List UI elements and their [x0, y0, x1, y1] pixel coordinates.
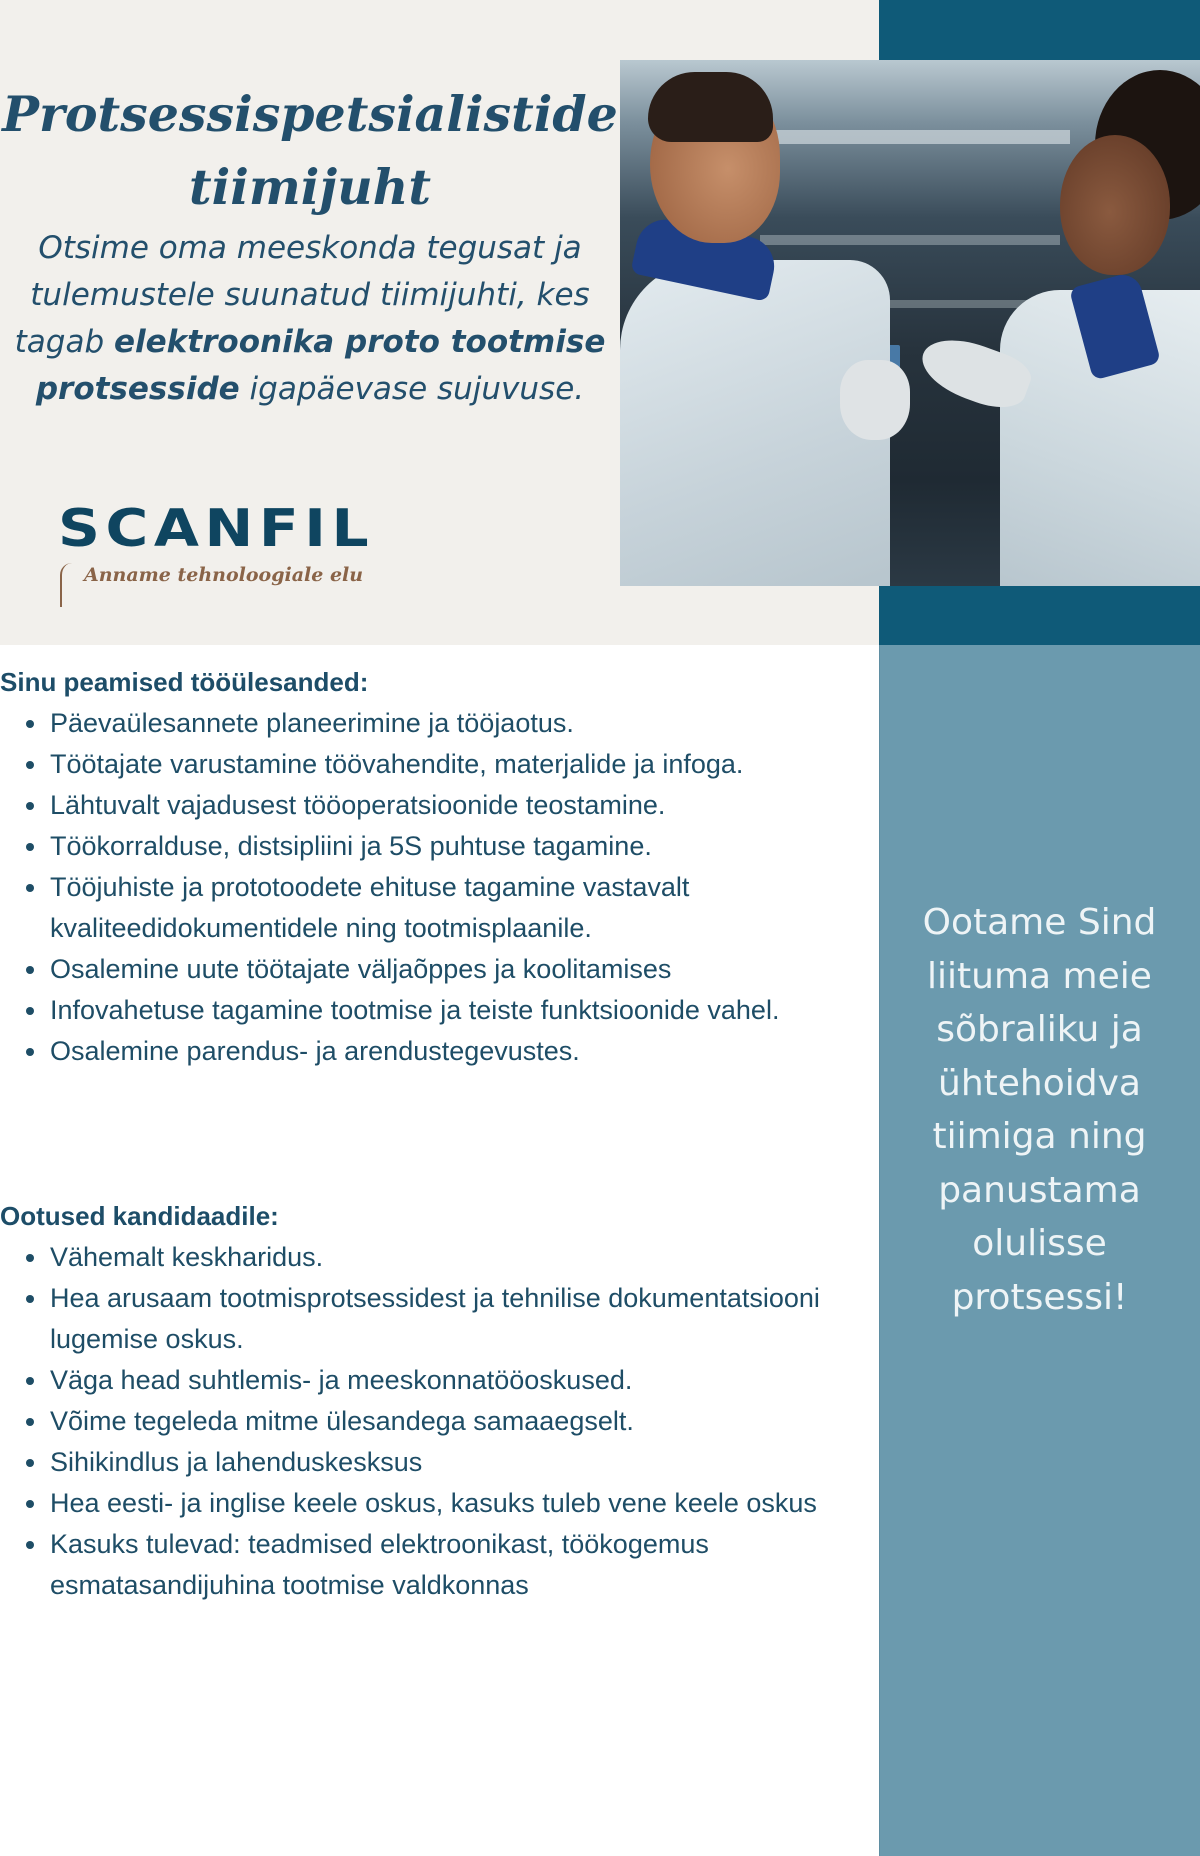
- intro-part1: Otsime oma meeskonda tegusat ja tulemustele suunatud tiimijuhti, kes tagab: [14, 230, 590, 360]
- team-photo: [620, 60, 1200, 586]
- photo-shelf: [760, 235, 1060, 245]
- list-item: Vähemalt keskharidus.: [50, 1237, 870, 1278]
- job-title: [0, 78, 620, 224]
- tasks-list: [0, 703, 870, 1072]
- tasks-section: [0, 662, 870, 1072]
- job-title-line1: Protsessispetsialistide: [2, 85, 618, 143]
- expectations-heading: Ootused kandidaadile:: [0, 1201, 279, 1231]
- list-item: Lähtuvalt vajadusest tööoperatsioonide teostamine.: [50, 785, 870, 826]
- tagline-stroke-icon: [60, 563, 72, 607]
- intro-text: [0, 225, 620, 413]
- list-item: Kasuks tulevad: teadmised elektroonikast, töökogemus esmatasandijuhina tootmise valdkonnas: [50, 1524, 870, 1606]
- list-item: Osalemine uute töötajate väljaõppes ja koolitamises: [50, 949, 870, 990]
- scanfil-logo: SCANFIL: [58, 499, 375, 559]
- job-title-line2: tiimijuht: [189, 158, 431, 216]
- invitation-text: Ootame Sind liituma meie sõbraliku ja ühtehoidva tiimiga ning panustama olulisse protsessi!: [922, 902, 1157, 1318]
- list-item: Sihikindlus ja lahenduskesksus: [50, 1442, 870, 1483]
- brand-tagline: Anname tehnoloogiale elu: [84, 564, 364, 586]
- list-item: Infovahetuse tagamine tootmise ja teiste funktsioonide vahel.: [50, 990, 870, 1031]
- list-item: Hea arusaam tootmisprotsessidest ja tehnilise dokumentatsiooni lugemise oskus.: [50, 1278, 870, 1360]
- list-item: Töötajate varustamine töövahendite, materjalide ja infoga.: [50, 744, 870, 785]
- tasks-heading: Sinu peamised tööülesanded:: [0, 667, 369, 697]
- list-item: Väga head suhtlemis- ja meeskonnatööoskused.: [50, 1360, 870, 1401]
- expectations-list: [0, 1237, 870, 1606]
- photo-glove: [840, 360, 910, 440]
- list-item: Hea eesti- ja inglise keele oskus, kasuks tuleb vene keele oskus: [50, 1483, 870, 1524]
- photo-person-right-head: [1060, 135, 1170, 275]
- list-item: Osalemine parendus- ja arendustegevustes.: [50, 1031, 870, 1072]
- photo-person-left-hair: [648, 72, 773, 142]
- list-item: Võime tegeleda mitme ülesandega samaaegselt.: [50, 1401, 870, 1442]
- intro-part2: igapäevase sujuvuse.: [239, 371, 585, 407]
- expectations-section: [0, 1196, 870, 1606]
- photo-shelf: [740, 130, 1070, 144]
- list-item: Tööjuhiste ja prototoodete ehituse tagamine vastavalt kvaliteedidokumentidele ning tootmisplaanile.: [50, 867, 870, 949]
- list-item: Päevaülesannete planeerimine ja tööjaotus.: [50, 703, 870, 744]
- intro-bold: elektroonika proto tootmise protsesside: [35, 324, 606, 407]
- list-item: Töökorralduse, distsipliini ja 5S puhtuse tagamine.: [50, 826, 870, 867]
